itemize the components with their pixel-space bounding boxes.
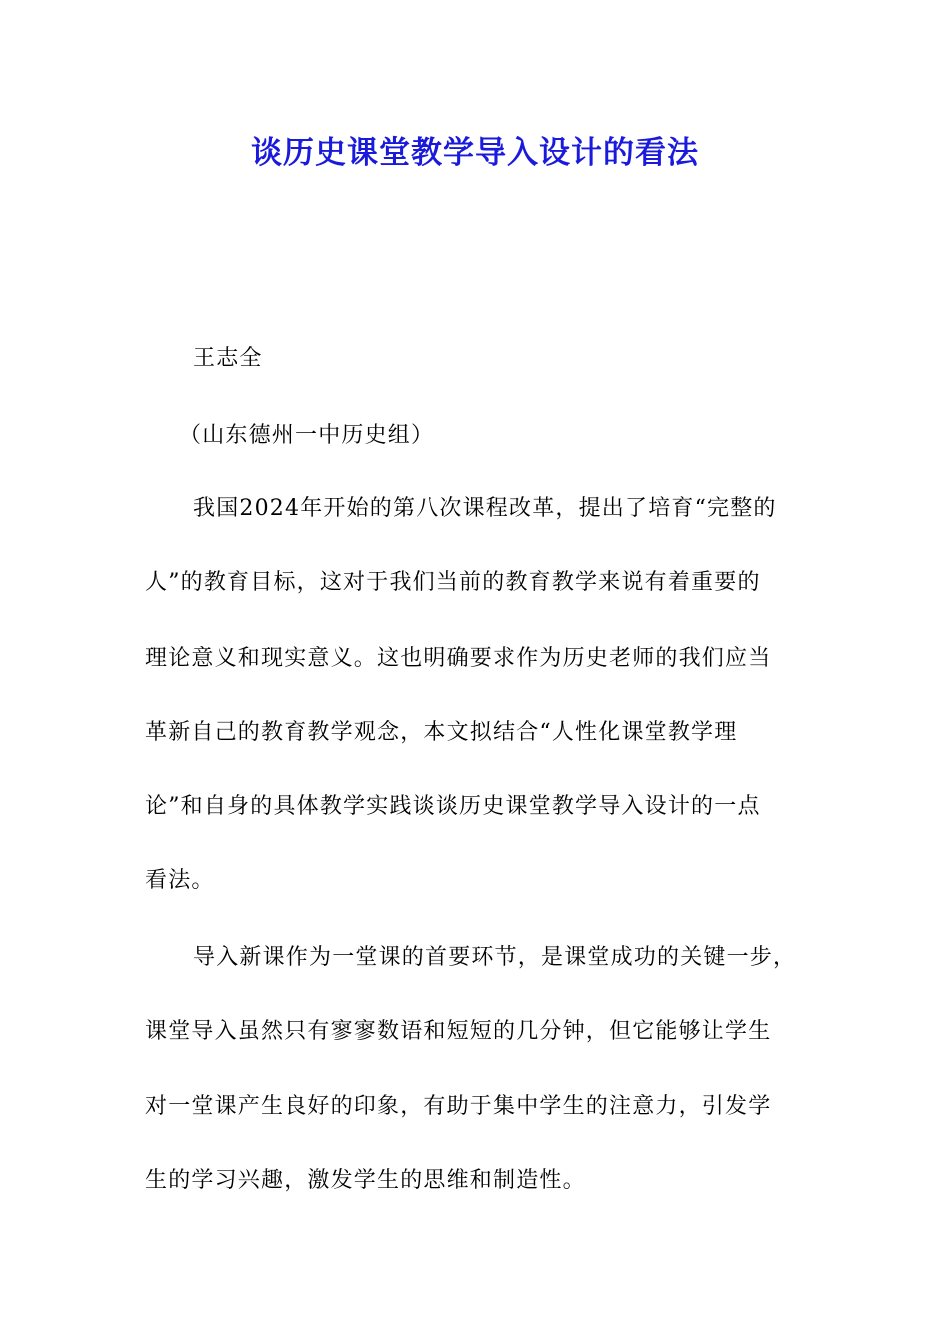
- paragraph-line: 人”的教育目标，这对于我们当前的教育教学来说有着重要的: [145, 570, 761, 595]
- document-title: 谈历史课堂教学导入设计的看法: [251, 135, 699, 171]
- paragraph-line: 对一堂课产生良好的印象，有助于集中学生的注意力，引发学: [145, 1094, 772, 1119]
- paragraph-line: 革新自己的教育教学观念，本文拟结合“人性化课堂教学理: [145, 720, 738, 745]
- paragraph-line: 生的学习兴趣，激发学生的思维和制造性。: [145, 1168, 586, 1193]
- paragraph-line: 课堂导入虽然只有寥寥数语和短短的几分钟，但它能够让学生: [145, 1019, 772, 1044]
- paragraph-line: 看法。: [145, 868, 215, 893]
- author-affiliation: （山东德州一中历史组）: [179, 423, 435, 448]
- paragraph-line: 论”和自身的具体教学实践谈谈历史课堂教学导入设计的一点: [145, 794, 761, 819]
- author-name: 王志全: [193, 346, 263, 371]
- paragraph-line: 理论意义和现实意义。这也明确要求作为历史老师的我们应当: [145, 646, 772, 671]
- paragraph-line: 我国2024年开始的第八次课程改革，提出了培育“完整的: [193, 496, 777, 521]
- paragraph-line: 导入新课作为一堂课的首要环节，是课堂成功的关键一步，: [193, 945, 797, 970]
